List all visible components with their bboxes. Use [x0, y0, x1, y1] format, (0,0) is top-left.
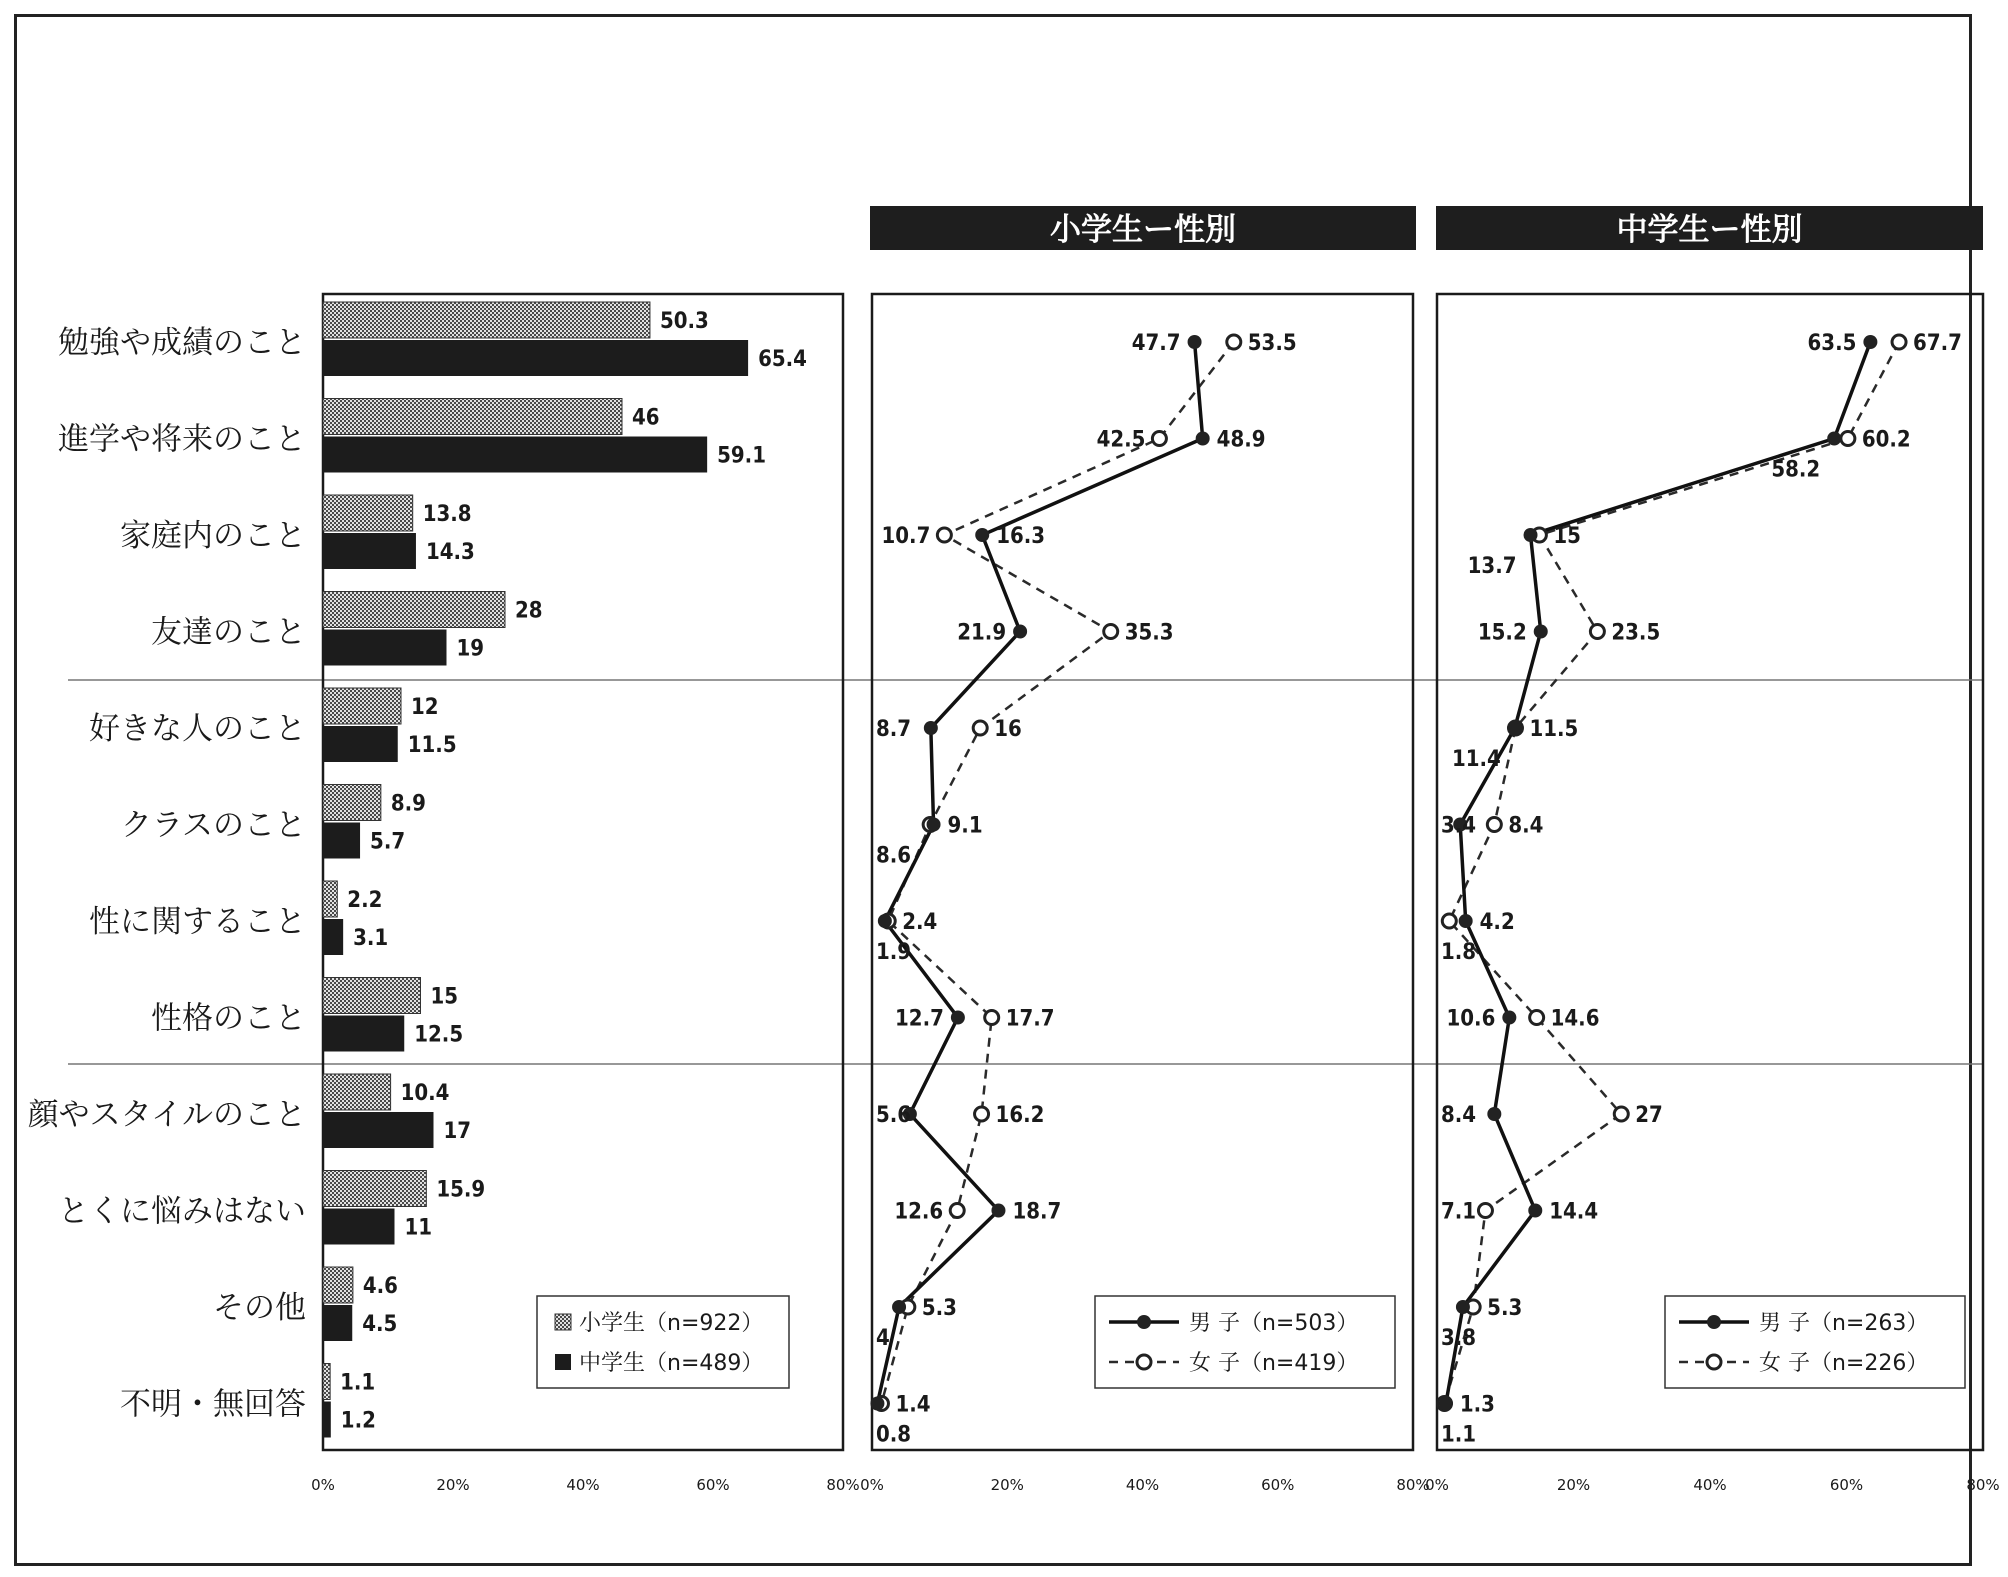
x-tick-label: 20%	[990, 1476, 1024, 1494]
bar-junior-high	[323, 726, 398, 762]
marker-boys	[1456, 1300, 1470, 1314]
marker-boys	[1013, 625, 1027, 639]
legend-label: 中学生（n=489）	[579, 1351, 764, 1376]
data-label-girls: 2.4	[902, 910, 938, 935]
bar-elementary	[323, 881, 337, 917]
legend-marker-boys	[1707, 1315, 1721, 1329]
marker-boys	[1863, 335, 1877, 349]
bar-value-label: 15.9	[436, 1177, 486, 1203]
bar-value-label: 1.2	[340, 1408, 376, 1434]
data-label-boys: 3.4	[1441, 813, 1477, 839]
marker-girls	[1590, 625, 1604, 639]
bar-value-label: 17	[443, 1119, 472, 1144]
bar-value-label: 3.1	[353, 926, 389, 951]
data-label-boys: 16.3	[996, 524, 1046, 549]
x-tick-label: 60%	[1261, 1476, 1295, 1494]
bar-junior-high	[323, 340, 748, 376]
x-tick-label: 0%	[311, 1476, 335, 1494]
marker-girls	[1892, 335, 1906, 349]
bar-junior-high	[323, 1305, 352, 1341]
data-label-girls: 16	[994, 717, 1022, 742]
data-label-boys: 58.2	[1771, 457, 1821, 483]
bar-junior-high	[323, 1112, 434, 1148]
marker-girls	[1487, 818, 1501, 832]
data-label-boys: 14.4	[1549, 1199, 1599, 1225]
x-tick-label: 20%	[1556, 1476, 1591, 1494]
x-tick-label: 0%	[860, 1476, 884, 1494]
data-label-girls: 8.4	[1508, 813, 1544, 839]
data-label-boys: 0.8	[876, 1422, 912, 1448]
bar-elementary	[323, 399, 622, 435]
bar-junior-high	[323, 1209, 395, 1245]
marker-girls	[1442, 914, 1456, 928]
marker-girls	[985, 1011, 999, 1025]
category-label: 不明・無回答	[120, 1386, 306, 1423]
marker-boys	[1188, 335, 1202, 349]
category-label: 家庭内のこと	[120, 518, 306, 554]
marker-girls	[1227, 335, 1241, 349]
data-label-boys: 8.7	[876, 717, 912, 742]
marker-girls	[1478, 1204, 1492, 1218]
bar-value-label: 12.5	[414, 1022, 464, 1048]
bar-junior-high	[323, 919, 343, 955]
x-tick-label: 20%	[436, 1476, 470, 1494]
legend-marker-girls	[1707, 1355, 1721, 1369]
data-label-girls: 8.6	[876, 843, 912, 869]
marker-boys	[927, 818, 941, 832]
x-tick-label: 60%	[1829, 1476, 1864, 1494]
category-label: とくに悩みはない	[58, 1193, 306, 1230]
bar-junior-high	[323, 823, 360, 859]
bar-value-label: 4.5	[362, 1312, 398, 1337]
panel-frame	[1437, 294, 1983, 1450]
data-label-girls: 17.7	[1005, 1006, 1055, 1032]
data-label-girls: 60.2	[1861, 427, 1911, 453]
bar-value-label: 11.5	[407, 733, 457, 758]
data-label-boys: 13.7	[1467, 554, 1517, 579]
marker-boys	[991, 1204, 1005, 1218]
marker-boys	[924, 721, 938, 735]
bar-elementary	[323, 1171, 426, 1207]
bar-value-label: 28	[515, 598, 543, 624]
x-tick-label: 0%	[1425, 1476, 1449, 1494]
line-boys	[1446, 342, 1871, 1404]
data-label-boys: 5.6	[876, 1103, 912, 1128]
marker-girls	[1152, 432, 1166, 446]
data-label-boys: 12.7	[895, 1006, 944, 1032]
data-label-boys: 48.9	[1216, 427, 1266, 453]
legend-swatch-hatched	[555, 1314, 571, 1330]
bar-elementary	[323, 1267, 353, 1303]
marker-boys	[1459, 914, 1473, 928]
bar-elementary	[323, 978, 421, 1014]
bar-value-label: 5.7	[370, 829, 406, 855]
data-label-boys: 63.5	[1807, 331, 1857, 356]
bar-value-label: 59.1	[717, 443, 766, 469]
bar-elementary	[323, 495, 413, 531]
bar-value-label: 14.3	[425, 540, 475, 565]
marker-boys	[1534, 625, 1548, 639]
bar-value-label: 15	[430, 984, 459, 1010]
data-label-girls: 12.6	[894, 1199, 944, 1225]
data-label-boys: 4.2	[1479, 910, 1515, 935]
data-label-girls: 23.5	[1611, 620, 1661, 646]
data-label-boys: 21.9	[957, 620, 1007, 646]
marker-boys	[975, 528, 989, 542]
bar-value-label: 4.6	[362, 1274, 398, 1299]
data-label-boys: 15.2	[1477, 620, 1527, 646]
bar-value-label: 12	[411, 695, 439, 720]
data-label-boys: 1.3	[1459, 1392, 1495, 1418]
category-label: クラスのこと	[120, 807, 306, 844]
data-label-girls: 15	[1553, 524, 1581, 549]
x-tick-label: 60%	[696, 1476, 730, 1494]
bar-junior-high	[323, 630, 447, 666]
data-label-girls: 5.3	[921, 1296, 957, 1321]
data-label-boys: 9.1	[947, 813, 983, 839]
data-label-boys: 11.4	[1451, 747, 1501, 772]
x-tick-label: 40%	[1693, 1476, 1727, 1494]
bar-junior-high	[323, 1016, 404, 1052]
marker-boys	[1439, 1397, 1453, 1411]
data-label-girls: 1.4	[895, 1392, 931, 1418]
data-label-girls: 1.1	[1441, 1422, 1477, 1448]
x-tick-label: 80%	[1396, 1476, 1430, 1494]
bar-elementary	[323, 1364, 330, 1400]
data-label-boys: 3.8	[1441, 1326, 1477, 1351]
data-label-boys: 47.7	[1131, 331, 1181, 356]
bar-value-label: 65.4	[758, 347, 807, 372]
bar-elementary	[323, 688, 401, 724]
bar-value-label: 2.2	[347, 888, 383, 913]
category-label: その他	[213, 1290, 306, 1326]
bar-value-label: 13.8	[422, 502, 472, 527]
category-label: 性格のこと	[151, 1000, 306, 1037]
data-label-girls: 7.1	[1441, 1199, 1477, 1225]
category-label: 好きな人のこと	[89, 711, 306, 747]
bar-elementary	[323, 592, 505, 628]
x-tick-label: 80%	[1966, 1476, 2000, 1494]
category-label: 性に関すること	[89, 904, 306, 940]
line-girls	[1445, 342, 1900, 1404]
data-label-girls: 42.5	[1096, 427, 1146, 453]
marker-girls	[975, 1107, 989, 1121]
bar-value-label: 11	[404, 1215, 433, 1241]
legend-label: 男 子（n=503）	[1189, 1311, 1359, 1336]
data-label-boys: 1.9	[876, 940, 912, 965]
legend-label: 小学生（n=922）	[579, 1311, 764, 1336]
data-label-girls: 11.5	[1529, 717, 1579, 742]
panel-header-title: 中学生ー性別	[1616, 212, 1803, 248]
marker-girls	[973, 721, 987, 735]
data-label-girls: 67.7	[1913, 331, 1962, 356]
category-label: 顔やスタイルのこと	[27, 1097, 306, 1133]
legend-marker-girls	[1137, 1355, 1151, 1369]
marker-boys	[1524, 528, 1538, 542]
x-tick-label: 40%	[1125, 1476, 1160, 1494]
panel-frame	[872, 294, 1413, 1450]
marker-girls	[1841, 432, 1855, 446]
line-boys	[877, 342, 1202, 1404]
marker-boys	[1827, 432, 1841, 446]
bar-junior-high	[323, 1402, 331, 1438]
bar-junior-high	[323, 533, 416, 569]
data-label-girls: 10.7	[881, 524, 931, 549]
data-label-girls: 5.3	[1487, 1296, 1523, 1321]
marker-boys	[1196, 432, 1210, 446]
data-label-girls: 1.8	[1441, 940, 1477, 965]
marker-boys	[1508, 721, 1522, 735]
marker-girls	[937, 528, 951, 542]
marker-girls	[1614, 1107, 1628, 1121]
bar-value-label: 8.9	[390, 791, 426, 817]
bar-value-label: 19	[456, 636, 485, 662]
bar-junior-high	[323, 437, 707, 473]
x-tick-label: 40%	[566, 1476, 600, 1494]
data-label-boys: 4	[876, 1326, 890, 1351]
category-label: 勉強や成績のこと	[58, 325, 306, 361]
data-label-boys: 18.7	[1012, 1199, 1062, 1225]
bar-value-label: 1.1	[340, 1370, 376, 1396]
bar-value-label: 10.4	[400, 1081, 450, 1106]
data-label-girls: 27	[1635, 1103, 1663, 1128]
marker-girls	[950, 1204, 964, 1218]
x-tick-label: 80%	[826, 1476, 860, 1494]
marker-boys	[870, 1397, 884, 1411]
panel-header-title: 小学生ー性別	[1050, 212, 1236, 248]
data-label-girls: 16.2	[995, 1103, 1045, 1128]
marker-girls	[1104, 625, 1118, 639]
data-label-boys: 10.6	[1446, 1006, 1496, 1032]
data-label-girls: 35.3	[1124, 620, 1174, 646]
marker-boys	[878, 914, 892, 928]
data-label-girls: 53.5	[1247, 331, 1297, 356]
marker-boys	[951, 1011, 965, 1025]
data-label-boys: 8.4	[1441, 1103, 1477, 1128]
bar-value-label: 46	[632, 405, 660, 431]
legend-label: 男 子（n=263）	[1759, 1311, 1929, 1336]
legend-swatch-solid	[555, 1354, 571, 1370]
data-label-girls: 14.6	[1550, 1006, 1600, 1032]
bar-elementary	[323, 1074, 391, 1110]
legend-label: 女 子（n=419）	[1189, 1351, 1359, 1376]
category-label: 進学や将来のこと	[58, 421, 306, 458]
marker-boys	[1487, 1107, 1501, 1121]
bar-value-label: 50.3	[659, 309, 709, 334]
category-label: 友達のこと	[151, 614, 306, 651]
bar-elementary	[323, 302, 650, 338]
bar-elementary	[323, 785, 381, 821]
marker-boys	[892, 1300, 906, 1314]
legend-marker-boys	[1137, 1315, 1151, 1329]
marker-girls	[1530, 1011, 1544, 1025]
legend-label: 女 子（n=226）	[1759, 1351, 1929, 1376]
marker-boys	[1502, 1011, 1516, 1025]
marker-boys	[1528, 1204, 1542, 1218]
